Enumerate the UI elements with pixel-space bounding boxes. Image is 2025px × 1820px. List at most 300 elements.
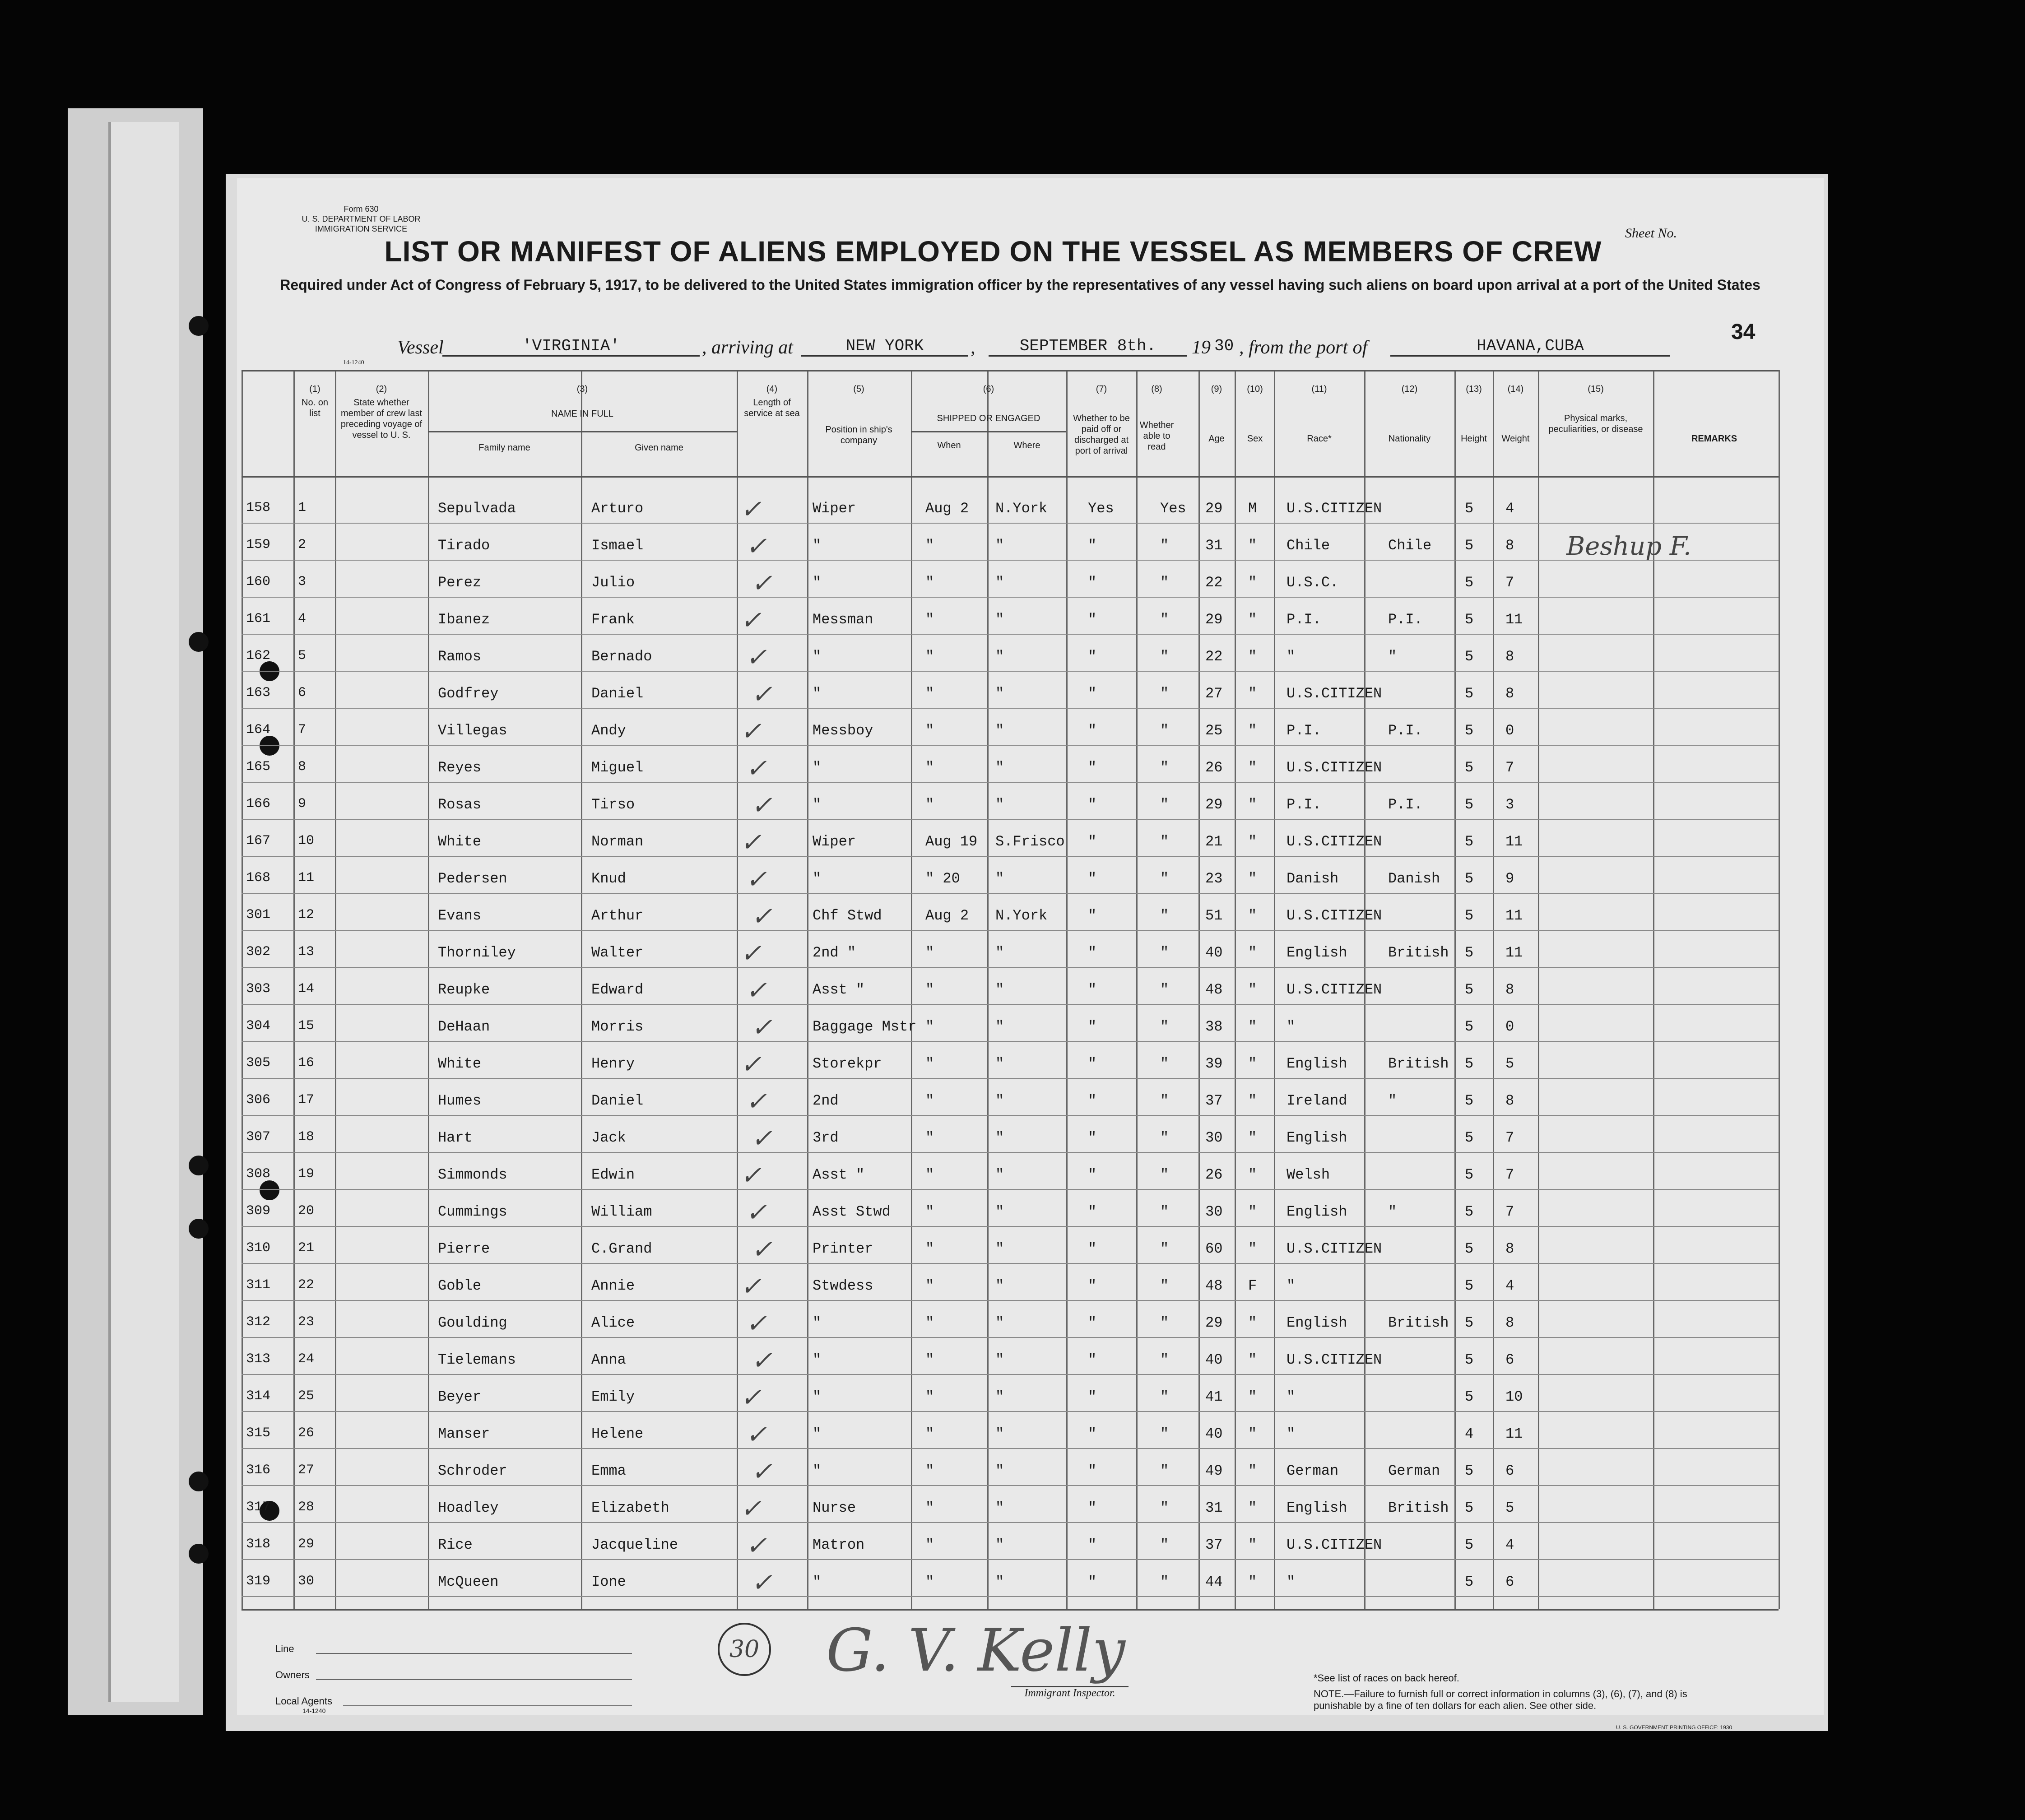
shipped-where: " [995,944,1004,961]
sex: " [1248,1500,1257,1516]
position: Asst Stwd [813,1203,891,1220]
weight: 11 [1505,1425,1523,1442]
given-name: Daniel [591,685,644,702]
height: 5 [1465,1388,1474,1405]
list-number: 13 [298,944,315,960]
row-rule [242,1485,1779,1486]
family-name: Tielemans [438,1351,516,1368]
age: 41 [1205,1388,1223,1405]
check-mark-icon: ✓ [751,1346,772,1375]
race: " [1287,648,1296,665]
position: Matron [813,1537,865,1553]
list-number: 21 [298,1240,315,1256]
header-paid-off: Whether to be paid off or discharged at port of arrival [1073,413,1130,456]
paid-off: " [1088,648,1097,665]
weight: 4 [1505,1277,1514,1294]
able-to-read: " [1160,537,1169,554]
list-number: 26 [298,1425,315,1441]
race: Welsh [1287,1166,1330,1183]
sex: " [1248,574,1257,591]
header-weight: Weight [1501,434,1530,444]
row-rule [242,1522,1779,1523]
list-number: 20 [298,1203,315,1219]
list-number: 7 [298,722,307,738]
given-name: Ismael [591,537,644,554]
shipped-where: " [995,1129,1004,1146]
check-mark-icon: ✓ [740,828,762,857]
check-mark-icon: ✓ [740,1383,762,1412]
family-name: Hoadley [438,1500,499,1516]
race: " [1287,1425,1296,1442]
list-number: 18 [298,1129,315,1145]
weight: 4 [1505,500,1514,517]
row-rule [242,476,1779,478]
list-number: 19 [298,1166,315,1182]
position: " [813,796,822,813]
age: 60 [1205,1240,1223,1257]
given-name: Walter [591,944,644,961]
column-rule [242,370,243,1609]
race: English [1287,1314,1347,1331]
vessel-name: 'VIRGINIA' [442,337,700,357]
given-name: Annie [591,1277,635,1294]
paid-off: " [1088,1240,1097,1257]
weight: 7 [1505,759,1514,776]
given-name: Julio [591,574,635,591]
family-name: DeHaan [438,1018,490,1035]
height: 5 [1465,685,1474,702]
row-rule [242,1115,1779,1116]
able-to-read: " [1160,685,1169,702]
position: Nurse [813,1500,856,1516]
arriving-label: , arriving at [702,337,793,358]
height: 5 [1465,1500,1474,1516]
row-reference: 319 [246,1574,271,1589]
shipped-where: " [995,1388,1004,1405]
able-to-read: " [1160,1129,1169,1146]
shipped-where: N.York [995,500,1048,517]
race: P.I. [1287,611,1321,628]
age: 29 [1205,611,1223,628]
circled-total [718,1623,771,1676]
race: Ireland [1287,1092,1347,1109]
family-name: Simmonds [438,1166,507,1183]
given-name: Henry [591,1055,635,1072]
position: " [813,648,822,665]
row-rule [242,1337,1779,1338]
height: 5 [1465,1166,1474,1183]
height: 5 [1465,1129,1474,1146]
family-name: Ibanez [438,611,490,628]
col-number: (8) [1151,384,1162,394]
family-name: White [438,833,482,850]
able-to-read: " [1160,648,1169,665]
shipped-where: " [995,1055,1004,1072]
col-number: (15) [1588,384,1604,394]
age: 49 [1205,1462,1223,1479]
family-name: Rice [438,1537,473,1553]
row-reference: 302 [246,944,271,960]
paid-off: " [1088,722,1097,739]
check-mark-icon: ✓ [751,569,772,598]
shipped-where: " [995,1462,1004,1479]
age: 30 [1205,1129,1223,1146]
height: 5 [1465,574,1474,591]
family-name: Perez [438,574,482,591]
race: P.I. [1287,796,1321,813]
header-previous-voyage: State whether member of crew last preceding voyage of vessel to U. S. [340,398,423,440]
paid-off: " [1088,1055,1097,1072]
paid-off: " [1088,796,1097,813]
given-name: Arthur [591,907,644,924]
check-mark-icon: ✓ [740,606,762,635]
paid-off: " [1088,1500,1097,1516]
row-rule [242,782,1779,783]
able-to-read: " [1160,907,1169,924]
age: 29 [1205,500,1223,517]
shipped-when: " [925,944,934,961]
list-number: 28 [298,1500,315,1515]
sex: " [1248,833,1257,850]
shipped-when: " 20 [925,870,960,887]
shipped-where: " [995,1092,1004,1109]
height: 5 [1465,1537,1474,1553]
shipped-when: " [925,1351,934,1368]
row-reference: 303 [246,981,271,997]
family-name: Evans [438,907,482,924]
given-name: Ione [591,1574,626,1590]
height: 4 [1465,1425,1474,1442]
row-rule [242,597,1779,598]
shipped-where: " [995,1314,1004,1331]
position: " [813,574,822,591]
shipped-where: " [995,981,1004,998]
row-reference: 316 [246,1462,271,1478]
weight: 8 [1505,648,1514,665]
header-height: Height [1461,434,1487,444]
column-rule [1235,370,1236,1609]
header-remarks: REMARKS [1691,434,1737,444]
shipped-when: " [925,1055,934,1072]
family-name: Beyer [438,1388,482,1405]
age: 23 [1205,870,1223,887]
given-name: Edwin [591,1166,635,1183]
sheet-number-label: Sheet No. [1625,226,1677,241]
able-to-read: " [1160,759,1169,776]
row-reference: 168 [246,870,271,886]
small-form-code: 14-1240 [343,359,364,366]
age: 31 [1205,537,1223,554]
position: 2nd [813,1092,839,1109]
family-name: Reyes [438,759,482,776]
position: " [813,537,822,554]
position: Messman [813,611,873,628]
row-rule [242,560,1779,561]
given-name: Jack [591,1129,626,1146]
nationality: British [1388,1314,1449,1331]
height: 5 [1465,500,1474,517]
position: " [813,1425,822,1442]
weight: 0 [1505,722,1514,739]
able-to-read: " [1160,1018,1169,1035]
given-name: Arturo [591,500,644,517]
shipped-where: " [995,537,1004,554]
paid-off: " [1088,1537,1097,1553]
race: U.S.CITIZEN [1287,1240,1382,1257]
departure-port: HAVANA,CUBA [1390,337,1670,357]
race: English [1287,1203,1347,1220]
sex: " [1248,1055,1257,1072]
given-name: C.Grand [591,1240,652,1257]
family-name: Pierre [438,1240,490,1257]
row-rule [242,1004,1779,1005]
weight: 5 [1505,1500,1514,1516]
able-to-read: " [1160,1537,1169,1553]
sex: " [1248,759,1257,776]
header-sex: Sex [1247,434,1263,444]
list-number: 27 [298,1462,315,1478]
family-name: Tirado [438,537,490,554]
row-reference: 309 [246,1203,271,1219]
sex: M [1248,500,1257,517]
family-name: Humes [438,1092,482,1109]
able-to-read: " [1160,1055,1169,1072]
able-to-read: " [1160,870,1169,887]
column-rule [1198,370,1200,1609]
header-name-in-full: NAME IN FULL [551,409,613,419]
weight: 9 [1505,870,1514,887]
weight: 3 [1505,796,1514,813]
punch-hole [260,736,279,756]
shipped-where: N.York [995,907,1048,924]
list-number: 12 [298,907,315,923]
arrival-year: 30 [1214,337,1234,355]
column-rule [987,370,989,1609]
row-reference: 315 [246,1425,271,1441]
height: 5 [1465,1203,1474,1220]
sex: " [1248,1203,1257,1220]
shipped-where: " [995,796,1004,813]
paid-off: " [1088,1092,1097,1109]
position: " [813,1574,822,1590]
nationality: " [1388,1203,1397,1220]
header-list-number: No. on list [302,398,328,418]
weight: 8 [1505,1240,1514,1257]
punch-hole [260,1180,279,1200]
sex: " [1248,1314,1257,1331]
race: U.S.CITIZEN [1287,500,1382,517]
family-name: McQueen [438,1574,499,1590]
shipped-when: " [925,1129,934,1146]
col-number: (10) [1247,384,1263,394]
family-name: Godfrey [438,685,499,702]
row-reference: 305 [246,1055,271,1071]
column-rule [1066,370,1068,1609]
list-number: 14 [298,981,315,997]
race: U.S.CITIZEN [1287,907,1382,924]
list-number: 25 [298,1388,315,1404]
sex: F [1248,1277,1257,1294]
able-to-read: " [1160,1462,1169,1479]
shipped-where: " [995,1277,1004,1294]
row-reference: 162 [246,648,271,664]
position: " [813,870,822,887]
race-note: *See list of races on back hereof. [1314,1672,1459,1684]
paid-off: " [1088,870,1097,887]
shipped-when: " [925,1425,934,1442]
age: 26 [1205,1166,1223,1183]
age: 38 [1205,1018,1223,1035]
paid-off: " [1088,1018,1097,1035]
family-name: Manser [438,1425,490,1442]
race: English [1287,1055,1347,1072]
sex: " [1248,1166,1257,1183]
owners-label: Owners [275,1669,310,1681]
row-rule [242,370,1779,371]
list-number: 3 [298,574,307,590]
punch-hole [189,316,209,336]
shipped-when: " [925,1203,934,1220]
able-to-read: " [1160,1166,1169,1183]
col-number: (5) [853,384,864,394]
race: English [1287,944,1347,961]
binder-strip [108,122,179,1702]
paid-off: " [1088,907,1097,924]
position: " [813,685,822,702]
column-rule [581,370,582,1609]
header-where: Where [1013,441,1040,450]
shipped-when: " [925,611,934,628]
sex: " [1248,722,1257,739]
weight: 11 [1505,833,1523,850]
shipped-when: " [925,1314,934,1331]
weight: 10 [1505,1388,1523,1405]
family-name: Rosas [438,796,482,813]
weight: 7 [1505,1166,1514,1183]
punch-hole [189,1219,209,1239]
row-reference: 165 [246,759,271,775]
family-name: Goulding [438,1314,507,1331]
age: 40 [1205,1351,1223,1368]
nationality: Chile [1388,537,1432,554]
paid-off: " [1088,833,1097,850]
column-rule [737,370,738,1609]
sex: " [1248,1018,1257,1035]
row-reference: 161 [246,611,271,627]
sex: " [1248,685,1257,702]
col-number: (7) [1096,384,1107,394]
position: Storekpr [813,1055,882,1072]
sex: " [1248,1388,1257,1405]
family-name: Thorniley [438,944,516,961]
service-name: IMMIGRATION SERVICE [315,224,408,233]
list-number: 6 [298,685,307,701]
row-reference: 304 [246,1018,271,1034]
row-reference: 310 [246,1240,271,1256]
age: 48 [1205,981,1223,998]
weight: 8 [1505,685,1514,702]
printing-office: U. S. GOVERNMENT PRINTING OFFICE: 1930 [1616,1724,1732,1731]
age: 26 [1205,759,1223,776]
race: " [1287,1388,1296,1405]
row-rule [242,523,1779,524]
shipped-where: " [995,574,1004,591]
row-reference: 164 [246,722,271,738]
weight: 11 [1505,611,1523,628]
given-name: Bernado [591,648,652,665]
column-rule [1274,370,1275,1609]
paid-off: " [1088,759,1097,776]
given-name: Norman [591,833,644,850]
height: 5 [1465,833,1474,850]
check-mark-icon: ✓ [740,495,762,524]
sex: " [1248,907,1257,924]
check-mark-icon: ✓ [751,791,772,820]
list-number: 15 [298,1018,315,1034]
race: U.S.CITIZEN [1287,759,1382,776]
weight: 7 [1505,1129,1514,1146]
list-number: 23 [298,1314,315,1330]
year-prefix: 19 [1192,337,1211,358]
race: English [1287,1500,1347,1516]
paid-off: " [1088,1425,1097,1442]
row-reference: 317 [246,1500,271,1515]
race: U.S.CITIZEN [1287,833,1382,850]
nationality: " [1388,648,1397,665]
shipped-when: " [925,1462,934,1479]
nationality: German [1388,1462,1440,1479]
age: 29 [1205,1314,1223,1331]
paid-off: " [1088,1574,1097,1590]
height: 5 [1465,1092,1474,1109]
able-to-read: " [1160,1240,1169,1257]
nationality: P.I. [1388,611,1423,628]
sex: " [1248,537,1257,554]
shipped-when: Aug 19 [925,833,978,850]
shipped-when: " [925,1018,934,1035]
given-name: Frank [591,611,635,628]
row-reference: 163 [246,685,271,701]
list-number: 1 [298,500,307,515]
row-reference: 158 [246,500,271,515]
shipped-when: " [925,537,934,554]
row-reference: 307 [246,1129,271,1145]
shipped-where: " [995,870,1004,887]
given-name: Morris [591,1018,644,1035]
inspector-label: Immigrant Inspector. [1011,1686,1129,1699]
position: " [813,1388,822,1405]
row-rule [242,708,1779,709]
family-name: Villegas [438,722,507,739]
family-name: White [438,1055,482,1072]
sex: " [1248,611,1257,628]
position: Asst " [813,981,865,998]
age: 21 [1205,833,1223,850]
agents-label: Local Agents [275,1695,332,1707]
family-name: Pedersen [438,870,507,887]
paid-off: " [1088,537,1097,554]
shipped-when: " [925,1277,934,1294]
col-number: (13) [1466,384,1482,394]
row-rule [242,1189,1779,1190]
nationality: British [1388,1500,1449,1516]
check-mark-icon: ✓ [746,1531,767,1560]
paid-off: " [1088,981,1097,998]
row-rule [242,1226,1779,1227]
column-rule [1454,370,1456,1609]
list-number: 24 [298,1351,315,1367]
position: 3rd [813,1129,839,1146]
